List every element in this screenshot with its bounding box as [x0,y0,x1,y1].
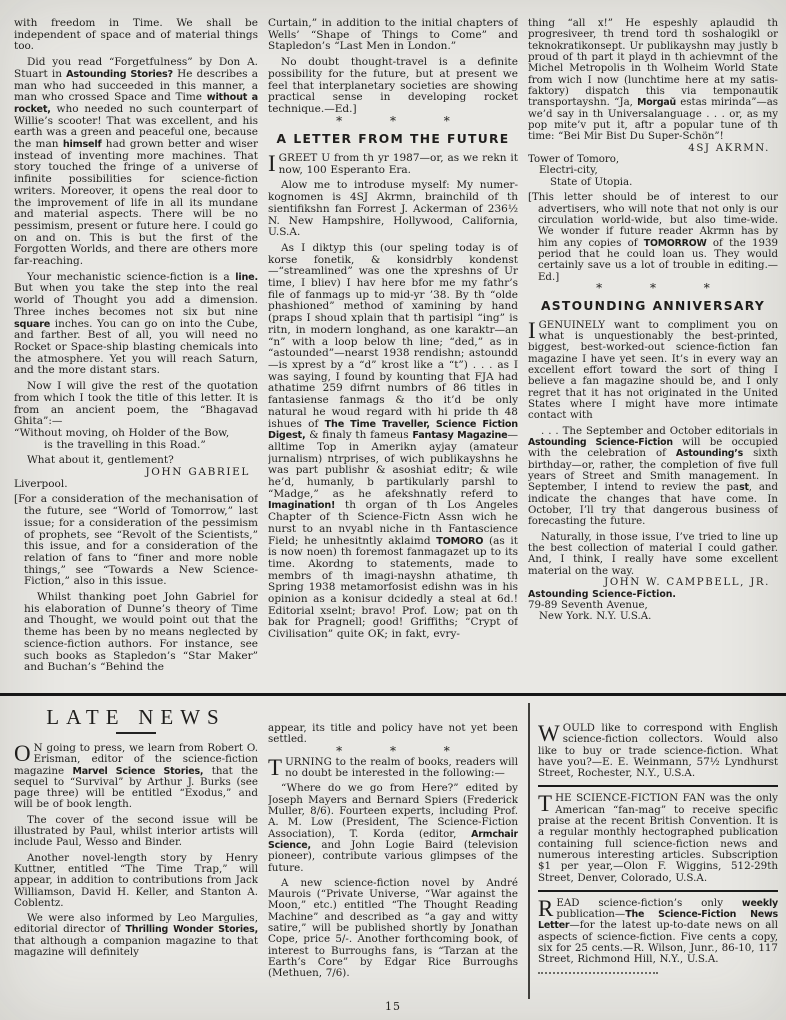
late-news-title: LATE NEWS [46,705,226,729]
paragraph-text: OULD like to correspond with English science-fiction collectors. Would also like to buy or trade science-fiction. What have you?—E. E. Weinmann, 57½ Lyndhurst Street, Rochester, N.Y., U.S.A. [538,722,778,780]
paragraph: Your mechanistic science-fiction is a line. But when you take the step into the real world of Thought you add a dimension. Three inches becomes not six but nine square inches. You can go on into the Cube, and farther. Best of all, you will need no Rocket or Space-ship blasting chemicals into the atmosphere. Yet you will reach Saturn, and the more distant stars. [14,270,258,377]
drop-cap: R [538,895,554,921]
poem-quote-line-1: “Without moving, oh Holder of the Bow, [14,426,230,439]
paragraph: . . . The September and October editorials in Astounding Science-Fiction will be occupied with the celebration of Astounding’s sixth birthday—or, rather, the completion of five full years of Street and Smith management. In September, I intend to review the past, and indicate the changes that have come. In October, I’ll try that dangerous business of forecasting the future. [528,425,778,528]
classified-ad [538,895,778,966]
paragraph-text: URNING to the realm of books, readers will no doubt be interested in the following:— [285,755,518,780]
editor-note-paragraph: Whilst thanking poet John Gabriel for his elaboration of Dunne’s theory of Time and Thought, we would point out that the theme has been by no means neglected by science-fiction authors. For instance, see such books as Stapledon’s “Star Maker” and Buchan’s “Behind the [24,591,258,674]
signature-john-gabriel: JOHN GABRIEL [145,466,250,479]
paragraph-text: N going to press, we learn from Robert O. Erisman, editor of the science-fiction magazine Marvel Science Stories, that the sequel to “Survival” by Arthur J. Burks (see page three) will be entitled “Exodus,” and will be of book length. [14,742,258,811]
address-line: State of Utopia. [550,176,633,188]
editor-note-paragraph: [This letter should be of interest to our advertisers, who will note that not only is our circulation world-wide, but also time-wide. We wonder if future reader Akrmn has by him any copies of TOMORROW of the 1939 period that he could loan us. They would certainly save us a lot of trouble in editing.—Ed.] [528,192,778,283]
asterisk-divider: * * * [596,280,710,295]
paragraph: As I diktyp this (our speling today is of korse fonetik, & konsidrbly kondenst—“streamlined” was one the xpreshns of Ur time, I bliev) I hav here bfor me my fathr’s file of fanmags up to mid-yr ’38. By th “olde phashioned” method of xamining by hand (praps I shoud xplain that th partisipl “ing” is ritn, in modern longhand, as one karaktr—an “n” with a loop below th line; “ded,” as in “astounded”—nearst 1938 rendishn; astoundd—is xprest by a “d” krost like a “t”) . . . as I was saying, I found by kounting that FJA had athatime 259 difrnt numbrs of 86 titles in fantasiense fanmags & tho it’d be only natural he woud regard with hi pride th 48 ishues of The Time Traveller, Science Fiction Digest, & finaly th fameus Fantasy Magazine—alltime Top in Amerikn ayjay (amateur jurnalism) ntrprises, of wich publikayshns he was part publishr & asoshiat editr; & wile he’d, humanly, b partikularly parshl to “Madge,” as he afekshnatly referd to Imagination! th organ of th Los Angeles Chapter of th Science-Fictn Assn wich he nurst to an nvyabl niche in th Fantascience Field; he unhesitntly aklaimd TOMORO (as it is now noen) th foremost fanmagazet up to its time. Akordng to statements, made to membrs of th imagi-nayshn athatime, th Spring 1938 metamorfosist edishn was in his opinion as a konisur dcidedly a steal at 6d.! Editorial xselnt; bravo! Prof. Low; pat on th bak for Pragnell; good! Griffiths; “Crypt of Civilisation” quite OK; in fakt, evry- [268,241,518,641]
column-bottom-right [528,703,778,999]
address-line: 79-89 Seventh Avenue, [528,599,648,611]
heading-astounding-anniversary: ASTOUNDING ANNIVERSARY [540,299,766,314]
classified-ad [538,723,778,779]
paragraph: Did you read “Forgetfulness” by Don A. Stuart in Astounding Stories? He describes a man who had succeeded in this manner, a man who crossed Space and Time without a rocket, who needed no such counterpart of Willie’s scooter! That was excellent, and his earth was a green and peaceful one, because the man himself had grown better and wiser instead of inventing more machines. That story touched the fringe of a universe of infinite possibilities for science-fiction writers. Moreover, it opens the real door to the improvement of life in all its mundane and material aspects. There will be no pessimism, present or future here. I could go on and on. This is but the first of the Forgotten Worlds, and there are others more far-reaching. [14,56,258,268]
paragraph-text: GENUINELY want to compliment you on what is unquestionably the best-printed, biggest, best-worked-out science-fiction fan magazine I have yet seen. It’s in every way an excellent effort toward the sort of thing I believe a fan magazine should be, and I only regret that it has not originated in the United States where I might have more intimate contact with [528,319,778,422]
address-line: Tower of Tomoro, [528,154,620,166]
paragraph: “Where do we go from Here?” edited by Joseph Mayers and Bernard Spiers (Frederick Muller, 8/6). Fourteen experts, including Prof. A. M. Low (President, The Science-Fiction Association), T. Korda (editor, Armchair Science, and John Logie Baird (television pioneer), contribute various glimpses of the future. [268,782,518,874]
paragraph-dropcap [268,153,518,176]
paragraph: The cover of the second issue will be illustrated by Paul, whilst interior artists will include Paul, Wesso and Binder. [14,813,258,849]
column-top-left [14,18,258,692]
classified-divider-rule [538,785,778,787]
asterisk-divider: * * * [336,743,450,758]
paragraph: A new science-fiction novel by André Maurois (“Private Universe, “War against the Moon,” etc.) entitled “The Thought Reading Machine” and described as “a gay and witty satire,” will be published shortly by Jonathan Cope, price 5/-. Another forthcoming book, of interest to Burroughs fans, is “Tarzan at the Earth’s Core” by Edgar Rice Burroughs (Methuen, 7/6). [268,876,518,980]
signature-place: Liverpool. [14,477,68,490]
address-line: Electri-city, [539,165,598,177]
paragraph-continuation: Curtain,” in addition to the initial chapters of Wells’ “Shape of Things to Come” and Stapledon’s “Last Men in London.” [268,18,518,53]
paragraph: Another novel-length story by Henry Kuttner, entitled “The Time Trap,” will appear, in addition to contributions from Jack Williamson, David H. Keller, and Stanton A. Coblentz. [14,851,258,909]
title-underline-rule [116,732,156,734]
drop-cap: T [268,754,283,780]
page-number: 15 [385,1000,401,1013]
drop-cap: W [538,721,560,746]
asterisk-divider: * * * [336,113,450,128]
editor-note-paragraph: No doubt thought-travel is a definite possibility for the future, but at present we feel that interplanetary societies are showing practical sense in developing rocket technique.—Ed.] [268,56,518,115]
paragraph: Alow me to introduse myself: My numer-kognomen is 4SJ Akrmn, brainchild of th sientifikshn fan Forrest J. Ackerman of 236½ N. New Hampshire, Hollywood, California, U.S.A. [268,179,518,239]
paragraph-text: EAD science-fiction’s only weekly publication—The Science-Fiction News Letter—for the latest up-to-date news on all aspects of science-fiction. Five cents a copy, six for 25 cents.—R. Wilson, Junr., 86-10, 117 Street, Richmond Hill, N.Y., U.S.A. [538,896,778,966]
address-line-magazine: Astounding Science-Fiction. [528,588,676,600]
paragraph-dropcap [528,317,778,422]
paragraph: We were also informed by Leo Margulies, editorial director of Thrilling Wonder Stories, that although a companion magazine to that magazine will definitely [14,912,258,959]
column-top-middle [268,18,518,692]
paragraph-dropcap [14,743,258,811]
poem-quote-line-2: is the travelling in this Road.” [44,438,206,451]
signature-john-w-campbell: JOHN W. CAMPBELL, JR. [604,577,770,589]
column-top-right [528,18,778,692]
classified-ad [538,793,778,883]
editor-note-paragraph: [For a consideration of the mechanisation of the future, see “World of Tomorrow,” last issue; for a consideration of the pessimism of prophets, see “Revolt of the Scientists,” this issue, and for a consideration of the relation of fans to “finer and more noble things,” see “Towards a New Science-Fiction,” also in this issue. [14,493,258,588]
signature-4sj-akrmn: 4SJ AKRMN. [688,142,770,154]
drop-cap: O [14,741,31,766]
paragraph: What about it, gentlement? [27,454,174,467]
late-news-section [14,703,778,999]
paragraph-continuation: with freedom in Time. We shall be independent of space and of material things too. [14,18,258,53]
classified-divider-rule [538,890,778,892]
paragraph: Naturally, in those issue, I’ve tried to line up the best collection of material I could gather. And, I think, I really have some excellent material on the way. [528,531,778,577]
section-divider-rule [0,693,786,696]
editor-note [14,494,258,674]
paragraph-dropcap [268,754,518,780]
heading-letter-from-the-future: A LETTER FROM THE FUTURE [276,132,510,147]
drop-cap: I [528,317,536,343]
top-section [14,18,778,692]
column-bottom-middle [268,703,518,999]
editor-note [528,192,778,283]
dashed-end-rule [538,972,658,974]
address-line: New York. N.Y. U.S.A. [539,611,652,623]
drop-cap: I [268,151,276,177]
drop-cap: T [538,791,553,817]
paragraph-continuation: appear, its title and policy have not yet been settled. [268,722,518,746]
column-bottom-left [14,703,258,999]
paragraph-text: HE SCIENCE-FICTION FAN was the only American “fan-mag” to receive specific praise at the recent British Convention. It is a regular monthly hectographed publication containing full science-fiction news and numerous interesting articles. Subscription $1 per year,—Olon F. Wiggins, 512-29th Street, Denver, Colorado, U.S.A. [538,792,778,884]
paragraph: Now I will give the rest of the quotation from which I took the title of this letter. It is from an ancient poem, the “Bhagavad Ghita”:— [14,380,258,428]
paragraph-text: GREET U from th yr 1987—or, as we rekn it now, 100 Esperanto Era. [278,152,518,176]
paragraph-continuation: thing “all x!” He espeshly aplaudid th progresiveer, th trend tord th soshalogikl or teknokratikonsept. Ur publikayshn may justly b proud of th part it playd in th achievmnt of the Michel Metropolis in th Wolheim World State from wich I now (lunchtime here at my satis-faktory) dispatch this via temponautik transportayshn. “Ja, Morgaŭ estas mirinda”—as we’d say in th Universalanguage . . . or, as my pop mite’v put it, aftr a popular tune of th time: “Bei Mir Bist Du Super-Schön”! [528,18,778,143]
